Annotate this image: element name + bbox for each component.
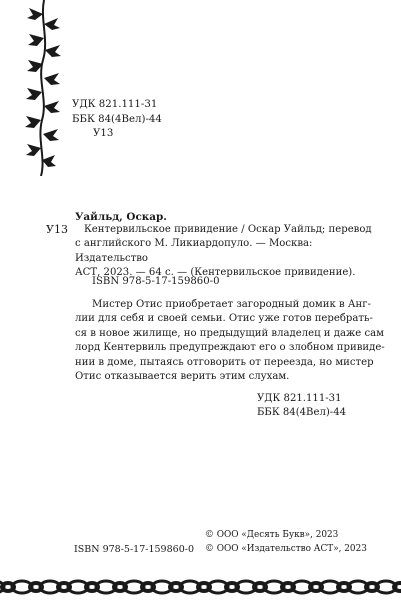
annotation-line: Отис отказывается верить этим слухам. xyxy=(75,371,290,383)
annotation-line: Мистер Отис приобретает загородный домик в Анг- xyxy=(92,299,371,310)
bib-line: Кентервильское привидение / Оскар Уайльд; перевод xyxy=(84,224,372,235)
bbk-code: ББК 84(4Вел)-44 xyxy=(72,113,162,125)
footer-isbn: ISBN 978-5-17-159860-0 xyxy=(74,544,194,555)
classification-block xyxy=(72,98,162,142)
udk-code: УДК 821.111-31 xyxy=(257,393,342,404)
annotation-line: ся в новое жилище, но предыдущий владелец и даже сам xyxy=(75,327,384,339)
annotation xyxy=(75,298,386,384)
chain-border-icon xyxy=(0,574,401,600)
annotation-line: лорд Кентервиль предупреждают его о злобном привиде- xyxy=(75,342,385,354)
bibliographic-description xyxy=(75,223,375,280)
isbn: ISBN 978-5-17-159860-0 xyxy=(92,276,220,287)
author-mark-margin: У13 xyxy=(46,223,68,236)
classification-block-bottom xyxy=(257,392,346,421)
annotation-line: нии в доме, пытаясь отговорить от переезда, но мистер xyxy=(75,356,374,368)
copyright-line: © ООО «Десять Букв», 2023 xyxy=(205,530,339,540)
author-mark: У13 xyxy=(93,128,114,139)
bib-line: АСТ, 2023. — 64 с. — (Кентервильское привидение). xyxy=(75,266,356,278)
bib-line: с английского М. Ликиардопуло. — Москва: Издательство xyxy=(75,238,313,264)
ivy-vine-icon xyxy=(22,0,68,176)
author-name: Уайльд, Оскар. xyxy=(75,211,167,223)
bbk-code: ББК 84(4Вел)-44 xyxy=(257,407,347,419)
copyright-line: © ООО «Издательство АСТ», 2023 xyxy=(205,544,367,554)
annotation-line: лии для себя и своей семьи. Отис уже готов перебрать- xyxy=(75,313,373,325)
udk-code: УДК 821.111-31 xyxy=(72,99,158,110)
